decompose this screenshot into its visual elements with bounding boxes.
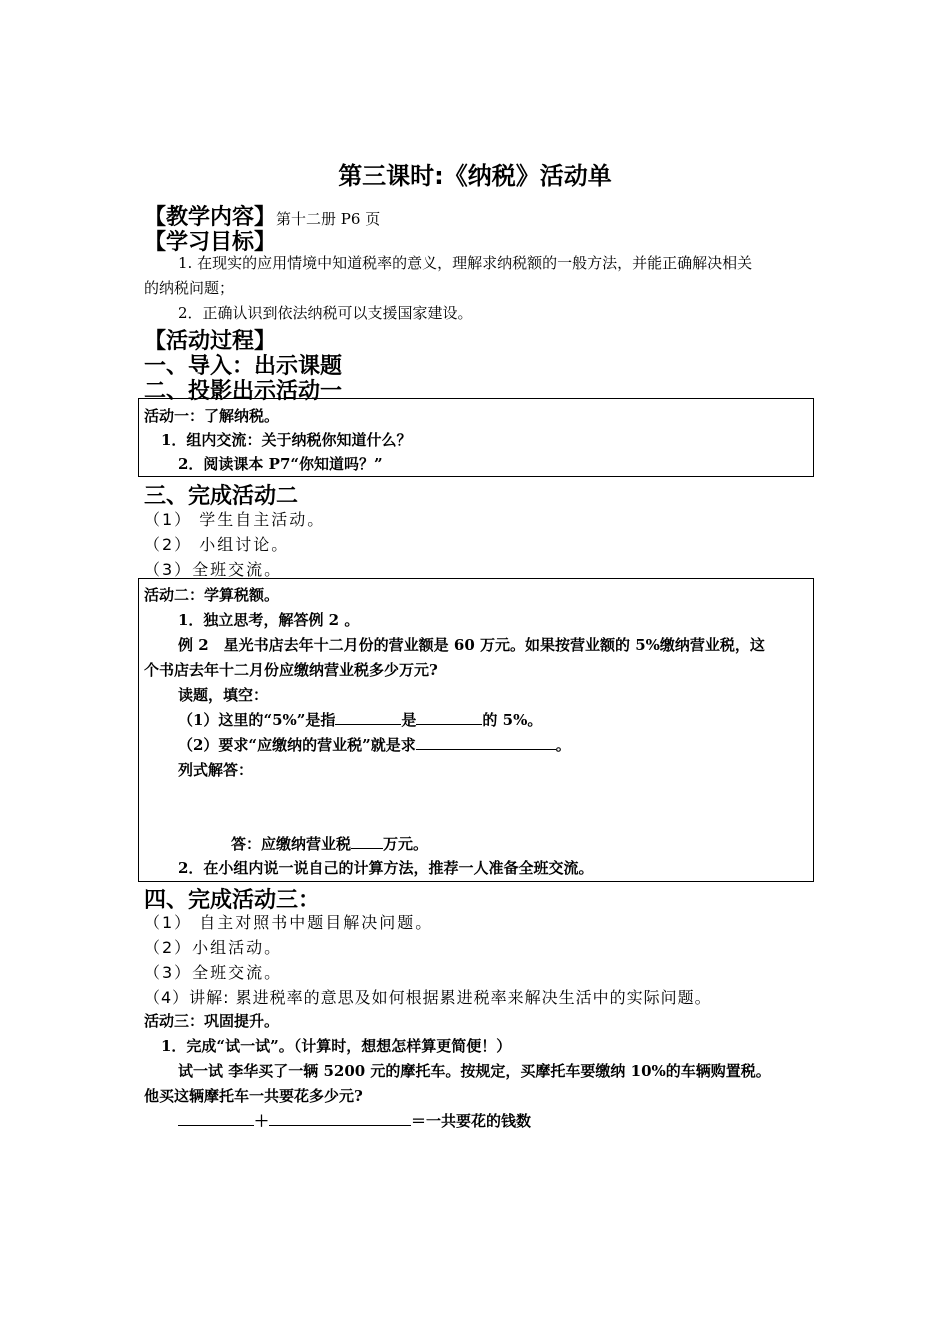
question-2 [178,734,571,755]
activity-2-item-2: 2．在小组内说一说自己的计算方法，推荐一人准备全班交流。 [178,859,594,877]
blank-field[interactable] [178,1111,254,1126]
example-line-2: 个书店去年十二月份应缴纳营业税多少万元? [144,661,438,679]
question-2-part-b: 。 [555,736,571,754]
blank-field[interactable] [351,834,383,849]
question-1-part-c: 的 5%。 [482,711,543,729]
blank-field[interactable] [335,710,401,725]
solve-prompt: 列式解答： [178,761,254,779]
step-3-item: （1） 学生自主活动。 [144,510,326,529]
blank-field[interactable] [416,735,556,750]
blank-field[interactable] [269,1111,411,1126]
goal-1-line-2: 的纳税问题； [144,279,235,297]
example-line-1: 例 2 星光书店去年十二月份的营业额是 60 万元。如果按营业额的 5%缴纳营业税，这 [178,636,765,654]
step-4-item: （4）讲解: 累进税率的意思及如何根据累进税率来解决生活中的实际问题。 [144,988,712,1007]
activity-2-title: 活动二：学算税额。 [144,586,280,604]
plus-sign: ＋ [254,1112,270,1130]
activity-1-item-2: 2．阅读课本 P7“你知道吗？” [178,455,383,473]
activity-2-item-1: 1．独立思考，解答例 2 。 [178,611,360,629]
answer-line [231,833,428,854]
equation-line [178,1110,531,1131]
step-4-item: （2）小组活动。 [144,938,283,957]
step-1-heading: 一、导入：出示课题 [144,354,343,379]
question-1 [178,709,542,730]
try-line-2: 他买这辆摩托车一共要花多少元? [144,1087,363,1105]
activity-3-title: 活动三：巩固提升。 [144,1012,280,1030]
equals-text: ＝一共要花的钱数 [411,1112,532,1130]
answer-part-b: 万元。 [383,835,429,853]
goals-label: 【学习目标】 [144,230,277,255]
question-1-part-b: 是 [401,711,417,729]
activity-1-title: 活动一：了解纳税。 [144,407,280,425]
content-label: 【教学内容】 [144,205,277,230]
blank-field[interactable] [416,710,482,725]
goal-2: 2．正确认识到依法纳税可以支援国家建设。 [178,304,473,322]
step-4-heading: 四、完成活动三： [144,888,321,913]
step-3-item: （3）全班交流。 [144,560,283,579]
step-4-item: （1） 自主对照书中题目解决问题。 [144,913,434,932]
question-2-part-a: （2）要求“应缴纳的营业税”就是求 [178,736,416,754]
step-3-heading: 三、完成活动二 [144,484,299,509]
content-text: 第十二册 P6 页 [276,210,381,228]
step-4-item: （3）全班交流。 [144,963,283,982]
try-line-1: 试一试 李华买了一辆 5200 元的摩托车。按规定，买摩托车要缴纳 10%的车辆购置税。 [178,1062,771,1080]
fill-prompt: 读题，填空： [178,686,269,704]
activity-1-item-1: 1．组内交流：关于纳税你知道什么？ [161,431,412,449]
question-1-part-a: （1）这里的“5%”是指 [178,711,336,729]
step-2-heading: 二、投影出示活动一 [144,379,343,404]
process-label: 【活动过程】 [144,329,277,354]
goal-1-line-1: 1. 在现实的应用情境中知道税率的意义，理解求纳税额的一般方法，并能正确解决相关 [178,254,753,272]
page-title: 第三课时:《纳税》活动单 [338,162,612,190]
step-3-item: （2） 小组讨论。 [144,535,290,554]
answer-part-a: 答：应缴纳营业税 [231,835,352,853]
activity-3-item-1: 1．完成“试一试”。（计算时，想想怎样算更简便！） [161,1037,512,1055]
